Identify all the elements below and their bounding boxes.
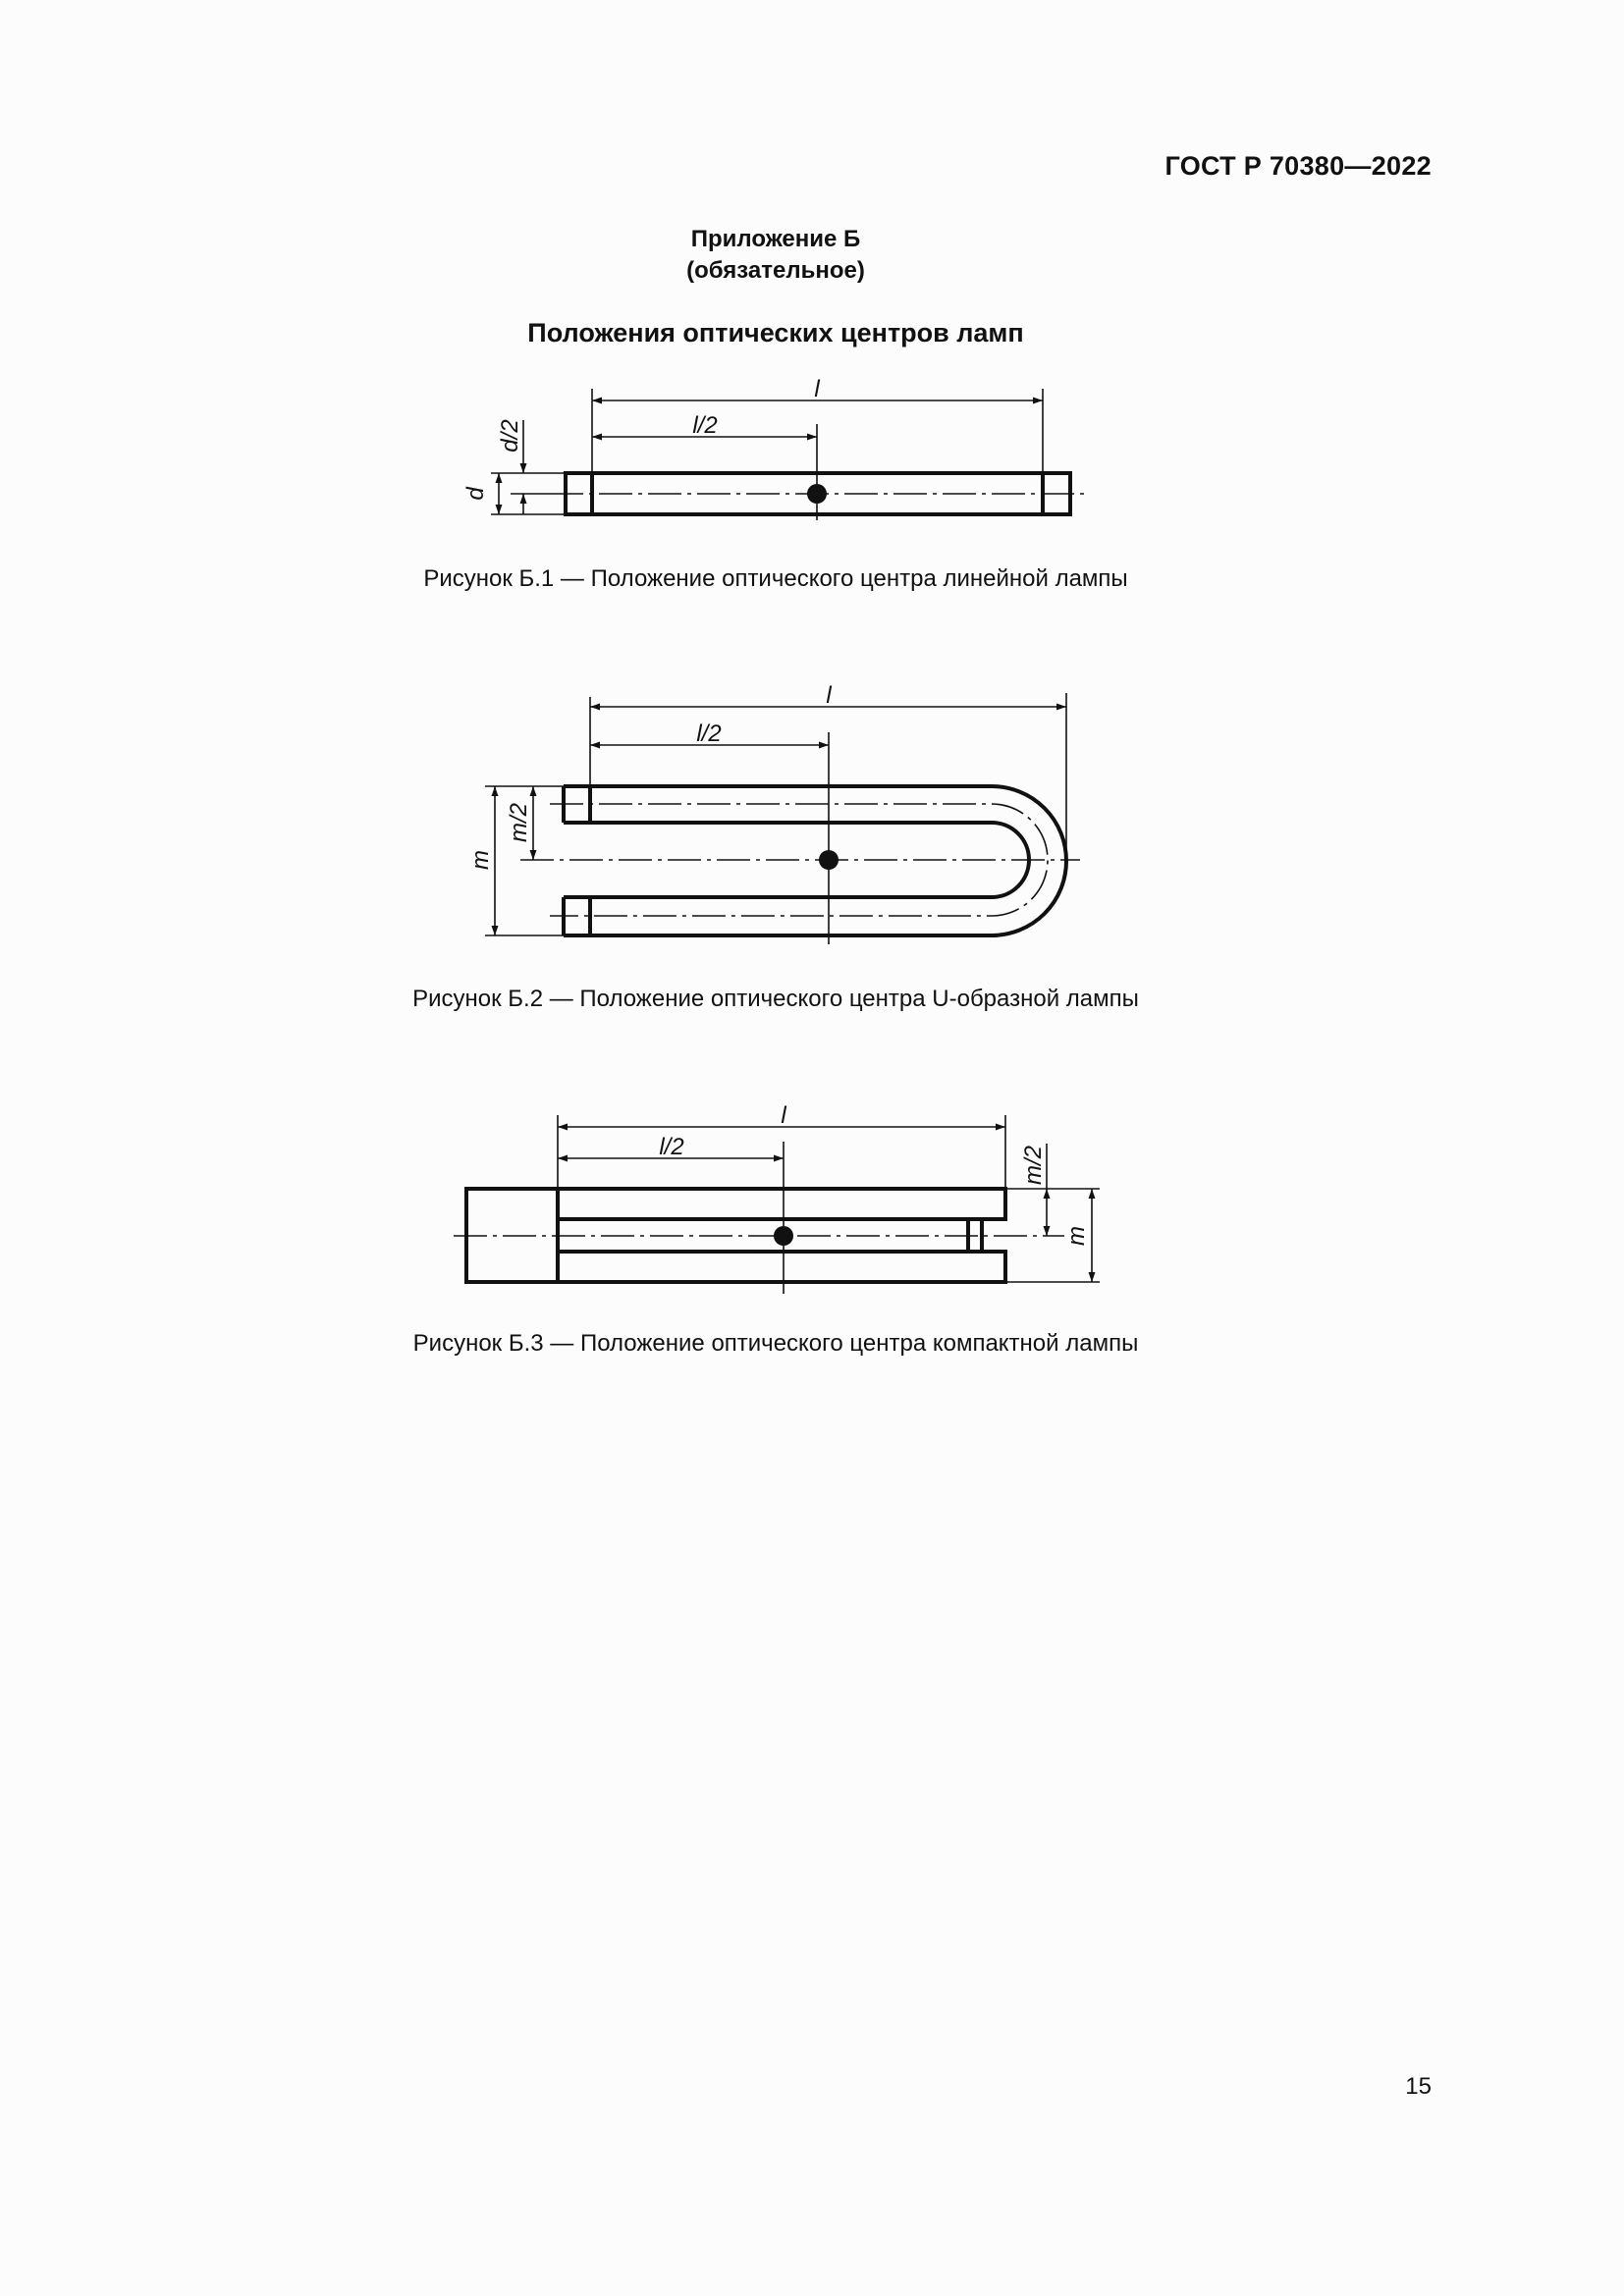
label-l: l xyxy=(826,682,832,709)
label-l: l xyxy=(814,376,820,402)
appendix-title: Приложение Б xyxy=(690,226,861,252)
label-m: m xyxy=(467,850,494,870)
document-code: ГОСТ Р 70380—2022 xyxy=(1164,151,1432,181)
page-number: 15 xyxy=(1405,2073,1432,2100)
optical-center-point xyxy=(819,850,839,870)
appendix-status: (обязательное) xyxy=(686,257,865,284)
u-tube-outer xyxy=(564,786,1066,935)
figure-2-drawing xyxy=(485,693,1080,944)
label-l-half: l/2 xyxy=(696,721,722,747)
label-d: d xyxy=(462,487,489,501)
label-m-half: m/2 xyxy=(1020,1145,1047,1186)
figure-2-caption: Рисунок Б.2 — Положение оптического центра U-образной лампы xyxy=(412,986,1139,1012)
section-title: Положения оптических центров ламп xyxy=(527,318,1024,347)
label-l-half: l/2 xyxy=(692,412,718,439)
upper-tube xyxy=(558,1189,1005,1219)
figure-3-drawing xyxy=(454,1115,1100,1294)
figure-3-caption: Рисунок Б.3 — Положение оптического центра компактной лампы xyxy=(412,1330,1139,1357)
label-m: m xyxy=(1063,1226,1090,1246)
label-d-half: d/2 xyxy=(497,419,523,453)
figure-1-drawing xyxy=(491,389,1088,520)
label-l: l xyxy=(781,1102,786,1129)
optical-center-point xyxy=(774,1226,793,1246)
lower-tube xyxy=(558,1252,1005,1282)
label-m-half: m/2 xyxy=(506,802,532,843)
label-l-half: l/2 xyxy=(659,1134,684,1160)
figure-1-caption: Рисунок Б.1 — Положение оптического центра линейной лампы xyxy=(423,565,1128,592)
optical-center-point xyxy=(807,484,827,504)
